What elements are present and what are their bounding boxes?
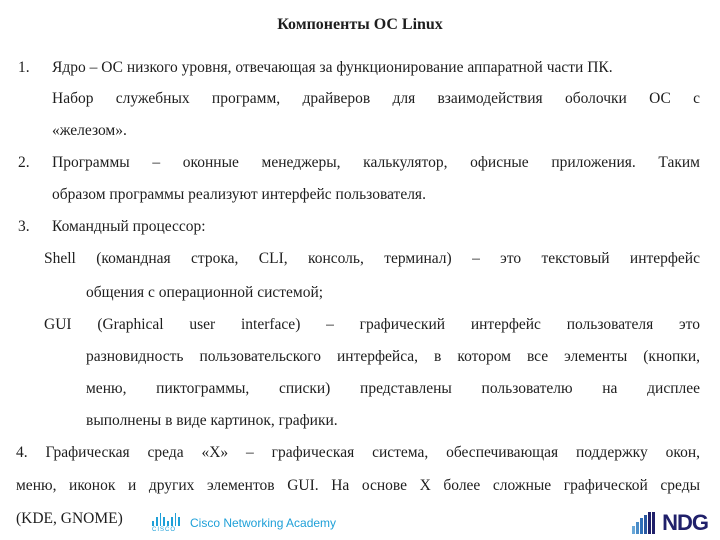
gui-line-1: GUI (Graphical user interface) – графический интерфейс пользователя это	[44, 316, 700, 333]
gui-line-4: выполнены в виде картинок, графики.	[86, 412, 338, 429]
academy-label: Cisco Networking Academy	[190, 516, 337, 530]
item-4-line-2: меню, иконок и других элементов GUI. На основе X более сложные графической среды	[16, 477, 700, 494]
ndg-logo	[632, 510, 708, 536]
gui-line-3: меню, пиктограммы, списки) представлены пользователю на дисплее	[86, 380, 700, 397]
item-2-line-2: образом программы реализуют интерфейс пользователя.	[52, 186, 426, 203]
item-4-line-3: (KDE, GNOME)	[16, 510, 123, 527]
cisco-bars-icon	[152, 512, 180, 534]
cisco-label: CISCO	[152, 527, 177, 533]
gui-line-2: разновидность пользовательского интерфейса, в котором все элементы (кнопки,	[86, 348, 700, 365]
item-4-line-1: 4. Графическая среда «X» – графическая система, обеспечивающая поддержку окон,	[16, 444, 700, 461]
item-1-line-3: «железом».	[52, 122, 127, 139]
shell-line-2: общения с операционной системой;	[86, 284, 324, 301]
item-2-number: 2.	[18, 154, 30, 171]
item-3-number: 3.	[18, 218, 30, 235]
item-1-line-2: Набор служебных программ, драйверов для взаимодействия оболочки ОС с	[52, 90, 700, 107]
shell-line-1: Shell (командная строка, CLI, консоль, терминал) – это текстовый интерфейс	[44, 250, 700, 267]
item-2-line-1: Программы – оконные менеджеры, калькулятор, офисные приложения. Таким	[52, 154, 700, 171]
ndg-label: NDG	[662, 510, 708, 535]
cisco-academy-logo	[152, 512, 336, 534]
item-3-line-1: Командный процессор:	[52, 218, 206, 235]
item-1-number: 1.	[18, 59, 30, 76]
page-title: Компоненты ОС Linux	[277, 16, 443, 33]
ndg-mark-icon	[632, 512, 658, 534]
item-1-line-1: Ядро – ОС низкого уровня, отвечающая за функционирование аппаратной части ПК.	[52, 59, 613, 76]
